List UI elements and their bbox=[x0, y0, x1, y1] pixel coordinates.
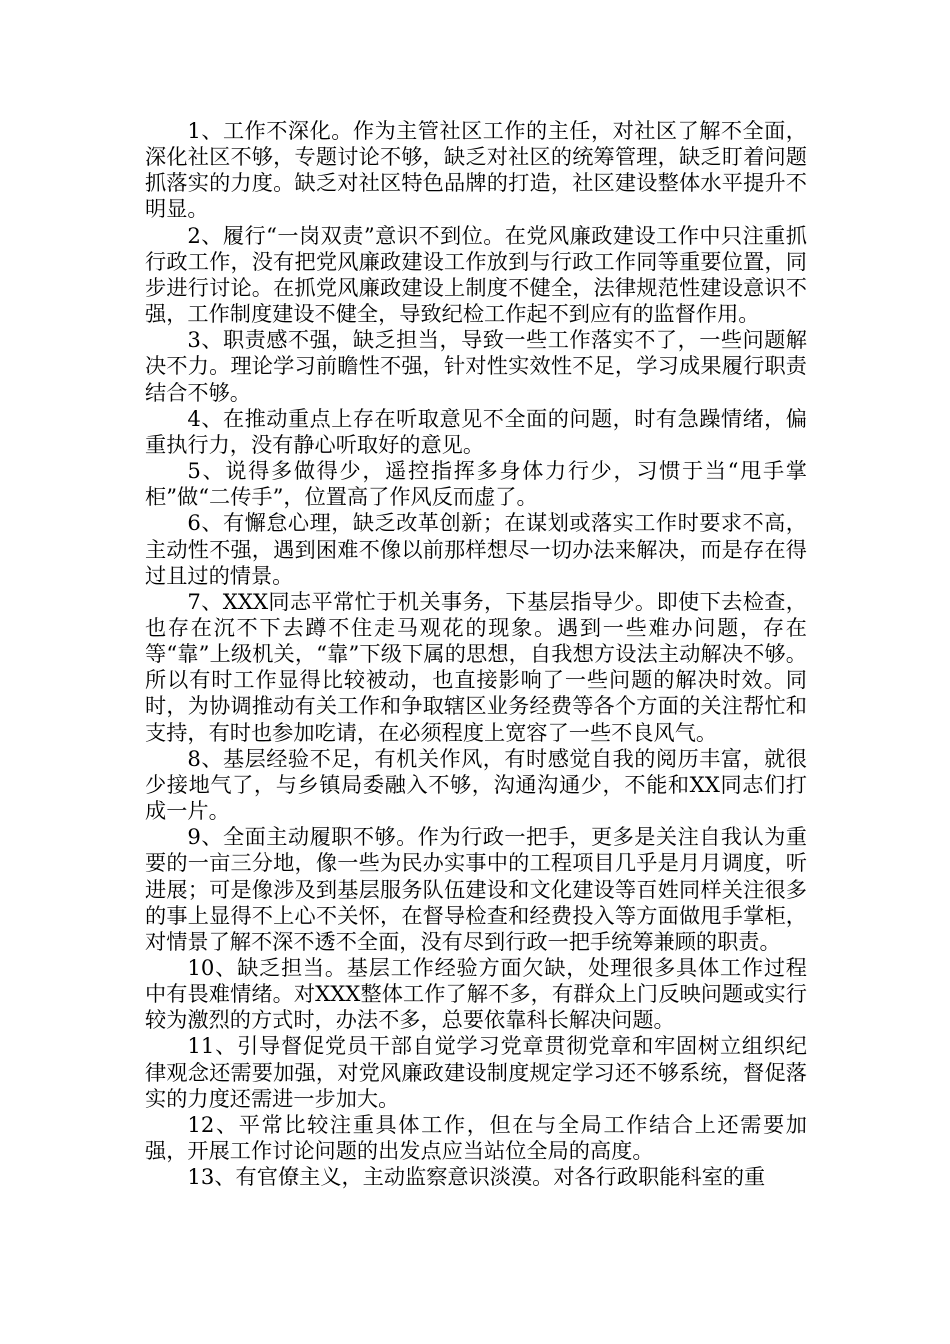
paragraph-3: 3、职责感不强，缺乏担当，导致一些工作落实不了，一些问题解决不力。理论学习前瞻性不强，针对性实效性不足，学习成果履行职责结合不够。 bbox=[145, 327, 807, 405]
paragraph-10: 10、缺乏担当。基层工作经验方面欠缺，处理很多具体工作过程中有畏难情绪。对XXX整体工作了解不多，有群众上门反映问题或实行较为激烈的方式时，办法不多，总要依靠科长解决问题。 bbox=[145, 955, 807, 1033]
paragraph-13: 13、有官僚主义，主动监察意识淡漠。对各行政职能科室的重 bbox=[187, 1164, 766, 1190]
paragraph-2: 2、履行“一岗双责”意识不到位。在党风廉政建设工作中只注重抓行政工作，没有把党风廉政建设工作放到与行政工作同等重要位置，同步进行讨论。在抓党风廉政建设上制度不健全，法律规范性建设意识不强，工作制度建设不健全，导致纪检工作起不到应有的监督作用。 bbox=[145, 222, 807, 327]
paragraph-5: 5、说得多做得少，遥控指挥多身体力行少，习惯于当“甩手掌柜”做“二传手”，位置高了作风反而虚了。 bbox=[145, 458, 807, 510]
paragraph-8: 8、基层经验不足，有机关作风，有时感觉自我的阅历丰富，就很少接地气了，与乡镇局委融入不够，沟通沟通少，不能和XX同志们打成一片。 bbox=[145, 745, 807, 824]
paragraph-9: 9、全面主动履职不够。作为行政一把手，更多是关注自我认为重要的一亩三分地，像一些为民办实事中的工程项目几乎是月月调度，听进展；可是像涉及到基层服务队伍建设和文化建设等百姓同样关注很多的事上显得不上心不关怀，在督导检查和经费投入等方面做甩手掌柜，对情景了解不深不透不全面，没有尽到行政一把手统筹兼顾的职责。 bbox=[145, 824, 807, 954]
paragraph-6: 6、有懈怠心理，缺乏改革创新；在谋划或落实工作时要求不高，主动性不强，遇到困难不像以前那样想尽一切办法来解决，而是存在得过且过的情景。 bbox=[145, 510, 807, 588]
paragraph-7: 7、XXX同志平常忙于机关事务，下基层指导少。即使下去检查，也存在沉不下去蹲不住走马观花的现象。遇到一些难办问题，存在等“靠”上级机关，“靠”下级下属的思想，自我想方设法主动解决不够。所以有时工作显得比较被动，也直接影响了一些问题的解决时效。同时，为协调推动有关工作和争取辖区业务经费等各个方面的关注帮忙和支持，有时也参加吃请，在必须程度上宽容了一些不良风气。 bbox=[145, 588, 807, 745]
paragraph-4: 4、在推动重点上存在听取意见不全面的问题，时有急躁情绪，偏重执行力，没有静心听取好的意见。 bbox=[145, 405, 807, 457]
document-body bbox=[145, 118, 807, 1190]
paragraph-11: 11、引导督促党员干部自觉学习党章贯彻党章和牢固树立组织纪律观念还需要加强，对党风廉政建设制度规定学习还不够系统，督促落实的力度还需进一步加大。 bbox=[145, 1033, 807, 1111]
paragraph-12: 12、平常比较注重具体工作，但在与全局工作结合上还需要加强，开展工作讨论问题的出发点应当站位全局的高度。 bbox=[145, 1111, 807, 1164]
paragraph-1: 1、工作不深化。作为主管社区工作的主任，对社区了解不全面，深化社区不够，专题讨论不够，缺乏对社区的统筹管理，缺乏盯着问题抓落实的力度。缺乏对社区特色品牌的打造，社区建设整体水平提升不明显。 bbox=[145, 118, 807, 222]
